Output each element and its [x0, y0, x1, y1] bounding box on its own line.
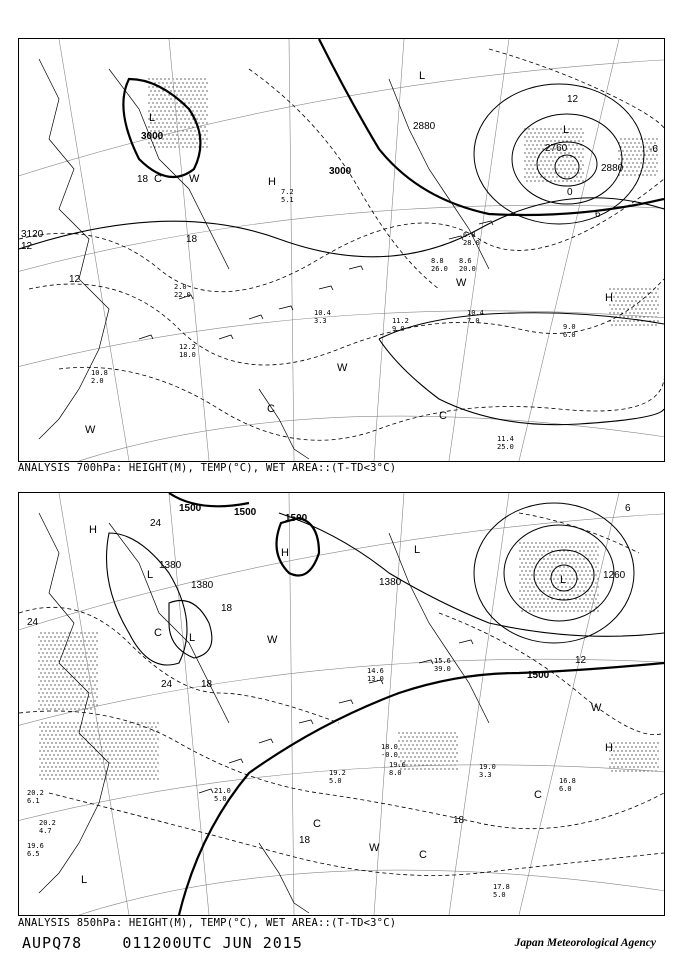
bulletin-header	[22, 934, 303, 952]
station-temp: 14.6	[367, 667, 384, 675]
station-plots-700	[91, 188, 576, 451]
temp-label: 12	[69, 274, 81, 285]
temp-label: 18	[453, 815, 465, 826]
temp-label: 18	[221, 603, 233, 614]
station-temp: 10.8	[91, 369, 108, 377]
station-dew: 18.0	[179, 351, 196, 359]
station-dew: 5.1	[281, 196, 294, 204]
cold-symbol: C	[267, 403, 275, 415]
station-dew: 2.0	[91, 377, 104, 385]
height-label: 1500	[285, 513, 308, 524]
temp-label: 12	[575, 655, 587, 666]
bulletin-code: AUPQ78	[22, 934, 83, 952]
cold-symbol: C	[154, 173, 162, 185]
temp-label: 18	[201, 679, 213, 690]
height-label: 1500	[527, 670, 550, 681]
station-temp: 10.4	[467, 309, 484, 317]
low-symbol: L	[419, 70, 426, 82]
station-dew: 13.0	[367, 675, 384, 683]
warm-symbol: W	[337, 362, 348, 374]
temp-label: 6	[595, 209, 601, 220]
height-label: 1380	[379, 577, 402, 588]
warm-symbol: W	[456, 277, 467, 289]
station-dew: 3.3	[479, 771, 492, 779]
height-label: 2760	[545, 143, 568, 154]
station-dew: 28.0	[463, 239, 480, 247]
station-dew: 6.0	[559, 785, 572, 793]
temp-label: 12	[567, 94, 579, 105]
station-temp: 19.6	[389, 761, 406, 769]
station-temp: 20.2	[39, 819, 56, 827]
temp-label: 18	[186, 234, 198, 245]
station-dew: 7.0	[467, 317, 480, 325]
cold-symbol: C	[534, 789, 542, 801]
station-temp: 16.8	[559, 777, 576, 785]
station-dew: 25.0	[497, 443, 514, 451]
station-dew: 6.0	[563, 331, 576, 339]
station-temp: 11.4	[497, 435, 514, 443]
temp-label: 24	[161, 679, 173, 690]
station-dew: 6.1	[27, 797, 40, 805]
station-plots-850	[27, 657, 576, 899]
warm-symbol: W	[591, 702, 602, 714]
temp-label: 0	[567, 187, 573, 198]
high-symbol: H	[281, 547, 289, 559]
graticule-850	[19, 493, 664, 915]
low-symbol: L	[563, 124, 570, 136]
height-label: 1500	[179, 503, 202, 514]
station-dew: 39.0	[434, 665, 451, 673]
cold-symbol: C	[313, 818, 321, 830]
height-1500-contour	[169, 493, 664, 915]
station-dew: 5.0	[493, 891, 506, 899]
valid-time: 011200UTC JUN 2015	[122, 934, 303, 952]
coastline-700	[39, 59, 489, 459]
height-label: 3120	[21, 229, 44, 240]
station-dew: 5.0	[329, 777, 342, 785]
station-temp: 7.2	[281, 188, 294, 196]
temp-label: 6	[625, 503, 631, 514]
height-label: 1260	[603, 570, 626, 581]
high-symbol: H	[605, 292, 613, 304]
temp-label: -6	[649, 144, 658, 155]
warm-symbol: W	[369, 842, 380, 854]
low-symbol: L	[81, 874, 88, 886]
station-temp: 21.0	[214, 787, 231, 795]
station-temp: 17.8	[493, 883, 510, 891]
station-dew: 3.3	[314, 317, 327, 325]
cold-symbol: C	[419, 849, 427, 861]
high-symbol: H	[268, 176, 276, 188]
station-dew: 6.5	[27, 850, 40, 858]
station-temp: 19.2	[329, 769, 346, 777]
station-dew: -0.0	[381, 751, 398, 759]
station-temp: 11.2	[392, 317, 409, 325]
low-symbol: L	[560, 574, 567, 586]
height-label: 1500	[234, 507, 257, 518]
cold-symbol: C	[439, 410, 447, 422]
station-temp: 19.0	[479, 763, 496, 771]
warm-symbol: W	[189, 173, 200, 185]
caption-700hpa: ANALYSIS 700hPa: HEIGHT(M), TEMP(°C), WET AREA::(T-TD<3°C)	[18, 462, 397, 474]
station-dew: 8.0	[389, 769, 402, 777]
high-symbol: H	[605, 742, 613, 754]
temp-label: 12	[21, 241, 33, 252]
temp-label: 18	[137, 174, 149, 185]
temp-label: 24	[150, 518, 162, 529]
height-label: 1380	[191, 580, 214, 591]
station-temp: 12.2	[179, 343, 196, 351]
station-temp: 8.8	[431, 257, 444, 265]
station-temp: 19.6	[27, 842, 44, 850]
warm-symbol: W	[85, 424, 96, 436]
station-temp: 10.4	[314, 309, 331, 317]
height-contours-700	[19, 198, 664, 425]
station-temp: 18.0	[381, 743, 398, 751]
height-label: 2880	[413, 121, 436, 132]
station-temp: 6.8	[463, 231, 476, 239]
chart-700hpa-svg	[19, 39, 664, 461]
station-dew: 9.0	[392, 325, 405, 333]
station-dew: 5.0	[214, 795, 227, 803]
warm-symbol: W	[267, 634, 278, 646]
station-dew: 4.7	[39, 827, 52, 835]
caption-850hpa: ANALYSIS 850hPa: HEIGHT(M), TEMP(°C), WET AREA::(T-TD<3°C)	[18, 917, 397, 929]
station-dew: 22.0	[174, 291, 191, 299]
map-700hpa	[18, 38, 665, 462]
temp-label: 24	[27, 617, 39, 628]
station-dew: 20.0	[459, 265, 476, 273]
isotherms-850	[19, 513, 664, 876]
station-temp: 9.0	[563, 323, 576, 331]
station-temp: 20.2	[27, 789, 44, 797]
low-symbol: L	[189, 632, 196, 644]
low-symbol: L	[147, 569, 154, 581]
map-850hpa	[18, 492, 665, 916]
low-symbol: L	[414, 544, 421, 556]
height-label: 3000	[329, 166, 352, 177]
station-dew: 26.0	[431, 265, 448, 273]
height-label: 1380	[159, 560, 182, 571]
cold-symbol: C	[154, 627, 162, 639]
temp-label: 18	[299, 835, 311, 846]
low-symbol: L	[149, 112, 156, 124]
height-label: 2880	[601, 163, 624, 174]
station-temp: 2.0	[174, 283, 187, 291]
agency-name: Japan Meteorological Agency	[514, 937, 656, 949]
high-symbol: H	[89, 524, 97, 536]
station-temp: 8.6	[459, 257, 472, 265]
height-label: 3000	[141, 131, 164, 142]
station-temp: 15.6	[434, 657, 451, 665]
chart-850hpa-svg	[19, 493, 664, 915]
